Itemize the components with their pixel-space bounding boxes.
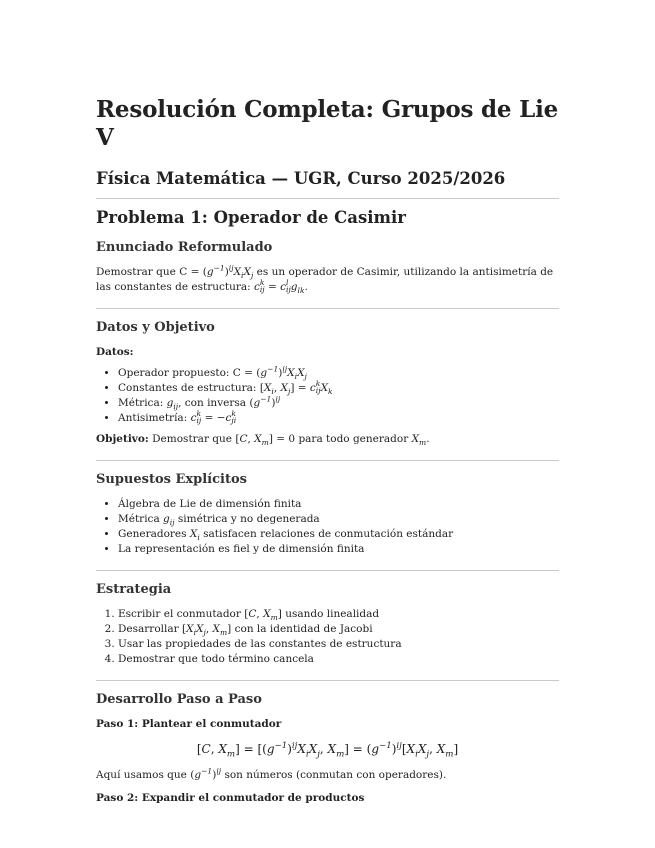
list-item: • Operador propuesto: $C = (g^{-1})^{ij}X_iX_j$ <box>118 366 559 381</box>
section-heading-estrategia: Estrategia <box>96 582 172 597</box>
math-casimir-definition: $C = (g^{-1})^{ij}X_iX_j$ <box>232 364 307 382</box>
list-item: 2. Desarrollar [$X_iX_j$, $X_m$] con la identidad de Jacobi <box>118 622 559 637</box>
enunciado-text: Demostrar que $C = (g^{-1})^{ij}X_iX_j$ es un operador de Casimir, utilizando la antisimetría de las constantes de estructura: c k ij = c l ij $g_{lk}$. <box>96 263 554 296</box>
section-heading-supuestos: Supuestos Explícitos <box>96 472 247 487</box>
section-heading-desarrollo: Desarrollo Paso a Paso <box>96 692 262 707</box>
list-item: • Generadores $X_i$ satisfacen relaciones de conmutación estándar <box>118 527 559 542</box>
paso-1-note: Aquí usamos que $(g^{-1})^{ij}$ son números (conmutan con operadores). <box>96 766 447 781</box>
divider <box>96 570 559 571</box>
estrategia-list <box>96 607 559 667</box>
datos-label: Datos: <box>96 346 134 358</box>
list-item: 4. Demostrar que todo término cancela <box>118 652 559 667</box>
math-generator-xi: $X_i$ <box>189 528 200 543</box>
math-metric: $g_{ij}$ <box>166 397 179 412</box>
paso-2-label: Paso 2: Expandir el conmutador de productos <box>96 792 365 804</box>
paso-1-label: Paso 1: Plantear el conmutador <box>96 718 282 730</box>
math-objective: [C, $X_m] = 0$ <box>235 433 296 448</box>
list-item: 1. Escribir el conmutador [C, $X_m$] usando linealidad <box>118 607 559 622</box>
list-item: • Métrica: $g_{ij}$, con inversa $(g^{-1})^{ij}$ <box>118 396 559 411</box>
math-antisymmetry: c k ij = −c k ji <box>190 409 237 425</box>
math-inverse-metric: $(g^{-1})^{ij}$ <box>249 394 281 409</box>
math-display-equation: [C, $X_m] = [(g^{-1})^{ij}X_iX_j$, $X_m] = (g^{-1})^{ij}[X_iX_j$, $X_m$] <box>196 741 459 760</box>
list-item: • Constantes de estructura: [$X_i$, $X_j] = c$ k ij $X_k$ <box>118 381 559 396</box>
section-heading-enunciado: Enunciado Reformulado <box>96 240 273 255</box>
list-item: • Métrica $g_{ij}$ simétrica y no degenerada <box>118 512 559 527</box>
page-subtitle: Física Matemática — UGR, Curso 2025/2026 <box>96 169 506 188</box>
supuestos-list <box>96 497 559 557</box>
divider <box>96 460 559 461</box>
math-generator: $X_m$ <box>411 433 427 448</box>
list-item: • Álgebra de Lie de dimensión finita <box>118 497 559 512</box>
divider <box>96 198 559 199</box>
datos-list <box>96 366 559 426</box>
problem-title: Problema 1: Operador de Casimir <box>96 208 406 227</box>
document-content <box>96 96 559 812</box>
math-inverse-metric: $(g^{-1})^{ij}$ <box>190 766 222 781</box>
list-item: 3. Usar las propiedades de las constantes de estructura <box>118 637 559 652</box>
math-commutation-relation: [$X_i$, $X_j] = c$ k ij $X_k$ <box>259 379 333 397</box>
list-item: • La representación es fiel y de dimensión finita <box>118 542 559 557</box>
math-metric: $g_{ij}$ <box>163 513 175 528</box>
objetivo-text: Objetivo: Demostrar que [C, $X_m] = 0$ para todo generador $X_m$. <box>96 433 430 448</box>
math-commutator-c-xm: [C, $X_m$] <box>244 608 282 623</box>
list-item: • Antisimetría: c k ij = −c k ji <box>118 411 559 426</box>
section-heading-datos: Datos y Objetivo <box>96 320 215 335</box>
divider <box>96 308 559 309</box>
math-commutator-product: [$X_iX_j$, $X_m$] <box>181 623 232 638</box>
divider <box>96 680 559 681</box>
math-casimir-definition: $C = (g^{-1})^{ij}X_iX_j$ <box>179 263 254 281</box>
page-title: Resolución Completa: Grupos de Lie V <box>96 96 559 151</box>
math-structure-constants-lowered: c k ij = c l ij $g_{lk}$ <box>254 278 305 296</box>
